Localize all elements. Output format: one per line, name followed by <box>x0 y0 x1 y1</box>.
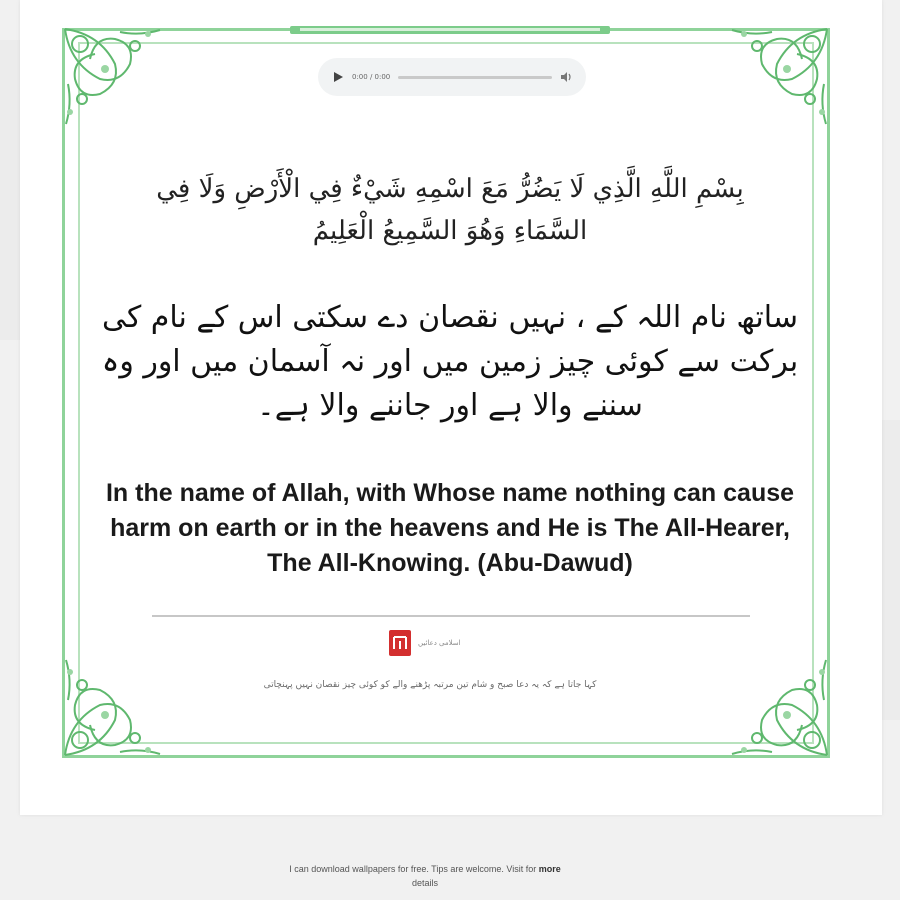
urdu-translation-text: ساتھ نام اللہ کے ، نہیں نقصان دے سکتی اس کے نام کی برکت سے کوئی چیز زمین میں اور نہ آسمان میں اور وہ سننے والا ہے اور جاننے والا ہے۔ <box>101 300 799 423</box>
floral-corner-ornament-bottom-right <box>722 650 832 760</box>
volume-icon[interactable] <box>560 71 572 83</box>
english-translation-text: In the name of Allah, with Whose name nothing can cause harm on earth or in the heavens and He is The All-Hearer, The All-Knowing. (Abu-Dawud) <box>105 479 795 577</box>
audio-player[interactable] <box>318 58 586 96</box>
logo-text: اسلامی دعائیں <box>418 638 461 647</box>
bottom-note-link[interactable]: more <box>538 864 561 874</box>
divider <box>152 615 750 617</box>
bottom-note-suffix: details <box>411 878 438 888</box>
arabic-dua-text: بِسْمِ اللَّهِ الَّذِي لَا يَضُرُّ مَعَ اسْمِهِ شَيْءٌ فِي الْأَرْضِ وَلَا فِي السَّمَاءِ وَهُوَ السَّمِيعُ الْعَلِيمُ <box>156 174 744 246</box>
bottom-note-prefix: I can download wallpapers for free. Tips are welcome. Visit for <box>289 864 539 874</box>
audio-progress-bar[interactable] <box>398 76 552 79</box>
site-logo[interactable] <box>388 625 520 661</box>
floral-corner-ornament-top-left <box>60 24 170 134</box>
background-strip-left <box>0 40 20 340</box>
audio-time: 0:00 / 0:00 <box>352 73 391 81</box>
play-icon[interactable] <box>332 71 344 83</box>
frame-top-ornament-inner <box>300 28 600 31</box>
floral-corner-ornament-bottom-left <box>60 650 170 760</box>
logo-mark-icon <box>388 629 412 657</box>
floral-corner-ornament-top-right <box>722 24 832 134</box>
footer-urdu-note: کہا جاتا ہے کہ یہ دعا صبح و شام تین مرتبہ پڑھنے والے کو کوئی چیز نقصان نہیں پہنچاتی <box>263 680 597 690</box>
bottom-note <box>200 862 650 890</box>
